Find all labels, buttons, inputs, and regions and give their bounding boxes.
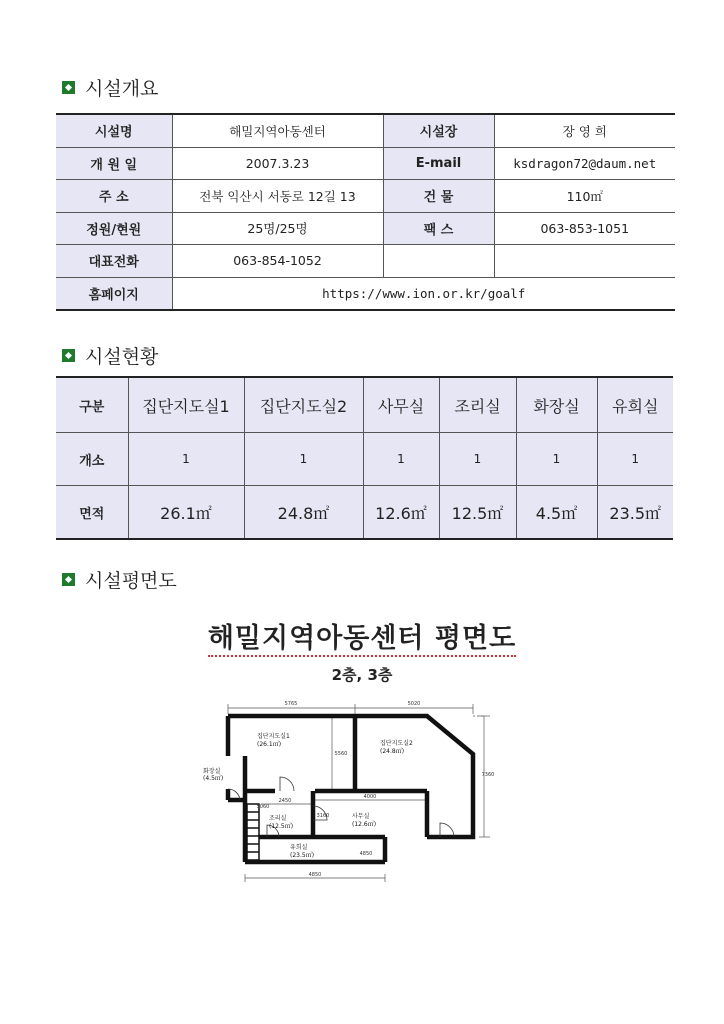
- overview-value-cell: 063-853-1051: [494, 212, 675, 245]
- overview-label-cell: 대표전화: [56, 245, 172, 278]
- status-cell: 24.8㎡: [244, 486, 363, 540]
- overview-row: [56, 180, 675, 213]
- status-cell: 구분: [56, 377, 128, 433]
- dim-office-width: 4000: [363, 794, 377, 800]
- dim-play-height: 4850: [359, 851, 373, 857]
- room2-area: (24.8㎡): [380, 748, 405, 755]
- status-cell: 유희실: [597, 377, 673, 433]
- status-cell: 26.1㎡: [128, 486, 244, 540]
- dim-top-left: 5765: [284, 701, 298, 707]
- overview-label-cell: 주 소: [56, 180, 172, 213]
- dim-toilet-width: 5060: [256, 804, 270, 810]
- overview-value-cell: 110㎡: [494, 180, 675, 213]
- dim-room1-height: 5560: [334, 751, 348, 757]
- room1-label: 집단지도실1: [257, 733, 290, 740]
- diamond-box-icon: [62, 573, 75, 586]
- status-cell: 23.5㎡: [597, 486, 673, 540]
- status-cell: 조리실: [439, 377, 516, 433]
- status-cell: 4.5㎡: [516, 486, 597, 540]
- overview-row: [56, 212, 675, 245]
- room2-label: 집단지도실2: [380, 740, 413, 747]
- overview-label-cell: 건 물: [383, 180, 494, 213]
- dim-office-height: 3160: [316, 813, 330, 819]
- diamond-box-icon: [62, 81, 75, 94]
- status-table: [56, 376, 673, 540]
- status-cell: 1: [597, 433, 673, 486]
- overview-label-cell: 시설장: [383, 114, 494, 147]
- overview-label-cell: 개 원 일: [56, 147, 172, 180]
- room1-area: (26.1㎡): [257, 741, 282, 748]
- status-row-count: [56, 433, 673, 486]
- overview-value-cell: [494, 245, 675, 278]
- status-cell: 집단지도실1: [128, 377, 244, 433]
- status-cell: 집단지도실2: [244, 377, 363, 433]
- play-area: (23.5㎡): [290, 852, 315, 859]
- overview-row-homepage: [56, 277, 675, 310]
- kitchen-area: (12.5㎡): [269, 823, 294, 830]
- overview-label-cell: 정원/현원: [56, 212, 172, 245]
- status-cell: 면적: [56, 486, 128, 540]
- homepage-link[interactable]: https://www.ion.or.kr/goalf: [172, 277, 675, 310]
- overview-label-cell: 시설명: [56, 114, 172, 147]
- toilet-label: 화장실: [203, 768, 221, 775]
- status-cell: 사무실: [363, 377, 439, 433]
- dim-bottom: 4850: [308, 872, 322, 878]
- play-label: 유희실: [290, 844, 308, 851]
- section-title-overview: 시설개요: [62, 74, 158, 101]
- floor-plan: [195, 692, 505, 882]
- overview-value-cell: 해밀지역아동센터: [172, 114, 383, 147]
- overview-row: [56, 147, 675, 180]
- office-area: (12.6㎡): [352, 821, 377, 828]
- status-cell: 1: [128, 433, 244, 486]
- plan-floors: 2층, 3층: [331, 666, 393, 684]
- kitchen-label: 조리실: [269, 815, 287, 822]
- overview-value-cell: 063-854-1052: [172, 245, 383, 278]
- status-cell: 1: [516, 433, 597, 486]
- status-cell: 12.6㎡: [363, 486, 439, 540]
- overview-value-cell: [383, 245, 494, 278]
- status-cell: 1: [244, 433, 363, 486]
- dim-right: 7360: [481, 772, 495, 778]
- status-cell: 1: [439, 433, 516, 486]
- diamond-box-icon: [62, 349, 75, 362]
- status-cell: 개소: [56, 433, 128, 486]
- toilet-area: (4.5㎡): [203, 775, 224, 782]
- homepage-label: 홈페이지: [56, 277, 172, 310]
- status-cell: 12.5㎡: [439, 486, 516, 540]
- overview-value-cell: 2007.3.23: [172, 147, 383, 180]
- status-cell: 1: [363, 433, 439, 486]
- overview-value-cell: 전북 익산시 서동로 12길 13: [172, 180, 383, 213]
- status-cell: 화장실: [516, 377, 597, 433]
- dim-top-right: 5020: [407, 701, 421, 707]
- status-row-header: [56, 377, 673, 433]
- overview-label-cell: E-mail: [383, 147, 494, 180]
- section-title-plan: 시설평면도: [62, 566, 177, 593]
- overview-value-cell: 장 영 희: [494, 114, 675, 147]
- section-title-status: 시설현황: [62, 342, 158, 369]
- dim-kitchen-width: 2450: [278, 798, 292, 804]
- overview-value-cell: 25명/25명: [172, 212, 383, 245]
- overview-value-cell: ksdragon72@daum.net: [494, 147, 675, 180]
- overview-row: [56, 245, 675, 278]
- status-row-area: [56, 486, 673, 540]
- overview-table: [56, 113, 675, 311]
- overview-row: [56, 114, 675, 147]
- plan-title: 해밀지역아동센터 평면도: [0, 616, 724, 655]
- office-label: 사무실: [352, 813, 370, 820]
- overview-label-cell: 팩 스: [383, 212, 494, 245]
